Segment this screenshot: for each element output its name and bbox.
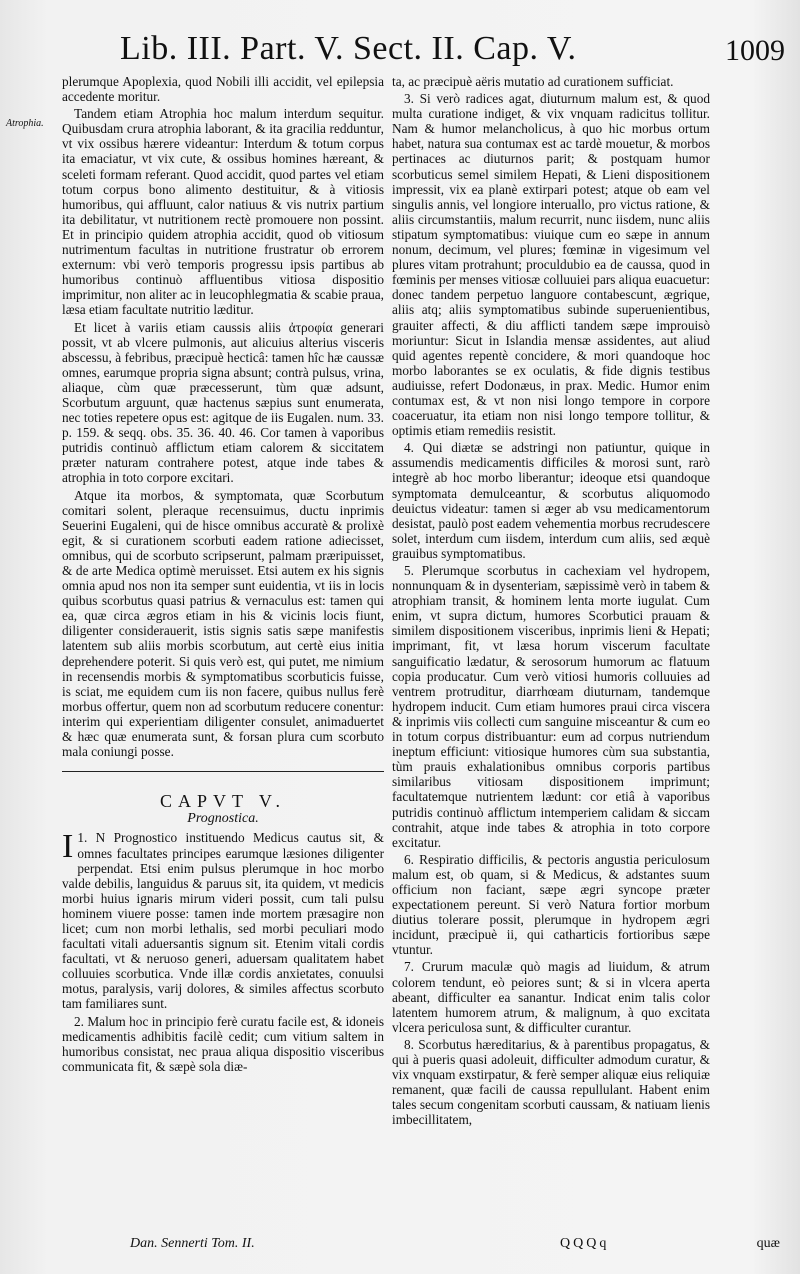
page-number: 1009 bbox=[725, 34, 785, 67]
drop-cap: I bbox=[62, 828, 74, 866]
running-title: Lib. III. Part. V. Sect. II. Cap. V. bbox=[120, 30, 577, 67]
section-divider bbox=[62, 771, 384, 772]
chapter-subtitle: Prognostica. bbox=[187, 811, 259, 827]
paragraph: plerumque Apoplexia, quod Nobili illi accidit, vel epilepsia accedente moritur. bbox=[62, 74, 384, 105]
paragraph: 7. Crurum maculæ quò magis ad liuidum, & atrum colorem tendunt, eò peiores sunt; & si in vlcera aperta abeant, difficulter ea sanantur. Indicat enim talis color latentem humorem atrum, & malignum, à quo excitata vlcera periculosa sunt, & difficulter curantur. bbox=[392, 959, 710, 1035]
running-header bbox=[70, 28, 785, 74]
paragraph: 3. Si verò radices agat, diuturnum malum est, & quod multa curatione indiget, & vix vnquam radicitus tollitur. Nam & humor melancholicus, à quo hic morbus ortum habet, natura sua contumax est ac tardè mouetur, & morbos pertinaces ac diuturnos parit; & postquam humor scorbuticus semel similem Hepati, & Lieni dispositionem impressit, vix ea planè extirpari potest; atque ob eam vel singulis annis, vel longiore interuallo, pro victus ratione, & aliis circumstantiis, malum recurrit, nunc iisdem, nunc aliis stipatum symptomatibus: viuique cum eo sæpe in annum nonum, decimum, vel plures; fœminæ in vigesimum vel plures vitam protrahunt; proculdubio ea de caussa, quod in fœminis per menses vitiosæ colluuiei pars aliqua euacuetur: donec tandem perpetuo languore contabescunt, ægrique, aliis atq; aliis symptomatibus subinde superuenientibus, grauiter affecti, & diu afflicti tandem sæpe improuisò moriuntur: Sicut in Islandia mensæ assidentes, aut aliud quid agentes repentè concidere, & mori quandoque hoc morbo laborantes se ex oculatis, & fide dignis testibus audiuisse, refert Dodonæus, in prax. Medic. Humor enim contumax est, & vt non nisi longo tempore in corpore coaceruatur, ita etiam non nisi longo tempore tollitur, & optimis etiam remediis resistit. bbox=[392, 91, 710, 439]
footer-author: Dan. Sennerti Tom. II. bbox=[130, 1236, 255, 1251]
paragraph: 6. Respiratio difficilis, & pectoris angustia periculosum malum est, ob quam, si & Medicus, & adstantes suum officium non faciant, sæpe ægri syncope præter expectationem pereunt. Si verò Natura fortior morbum diutius tolerare possit, plerumque in hydropem ægri incidunt, præcipuè ii, qui catharticis fortioribus sæpe vtuntur. bbox=[392, 851, 710, 958]
paragraph-text: N Prognostico instituendo Medicus cautus sit, & omnes facultates principes earumque læsiones diligenter perpendat. Etsi enim pulsus plerumque in hoc morbo valde debilis, languidus & paruus sit, ita quidem, vt medicis morbi huius ignaris mirum videri possit, cum tali pulsu hominem viuere posse: tamen inde mortem præsagire non licet; cum non morbi lethalis, sed morbi peculiari modo facultati vitali aduersantis signum sit. Etenim vitali cordis facultati, vt & neruoso generi, aduersam qualitatem habet colluuies scorbutica. Vnde illæ cordis anxietates, conuulsi motus, paralysis, varij dolores, & similes affectus scorbuto tam familiares sunt. bbox=[62, 830, 384, 1012]
catchword: quæ bbox=[756, 1236, 780, 1251]
paragraph-2: 2. Malum hoc in principio ferè curatu facile est, & idoneis medicamentis adhibitis facilè cedit; cum vitium saltem in humoribus consistat, nec praua aliqua dispositio visceribus communicata fit, & sæpè sola diæ- bbox=[62, 1013, 384, 1074]
right-column bbox=[392, 74, 710, 1234]
paragraph-1 bbox=[62, 830, 384, 1011]
chapter-title: CAPVT V. bbox=[159, 791, 287, 812]
paragraph: ta, ac præcipuè aëris mutatio ad curationem sufficiat. bbox=[392, 74, 674, 89]
page-footer bbox=[130, 1236, 780, 1258]
left-column bbox=[62, 74, 384, 1234]
paragraph-number: 1. bbox=[77, 830, 88, 846]
paragraph: Atque ita morbos, & symptomata, quæ Scorbutum comitari solent, pleraque recensuimus, ductu inprimis Seuerini Eugaleni, qui de hisce omnibus accuratè & prolixè egit, & si curationem scorbuti eadem ratione adiecisset, omnibus, qui de scorbuto scripserunt, palmam præripuisset, & de arte Medica optimè meruisset. Etsi autem ex his signis omnia apud nos non ita semper sunt euidentia, vt iis in locis quibus scorbutus quasi patrius & vernaculus est: tamen qui ea, quæ circa ægros etiam in his & vicinis locis fiunt, diligenter considerauerit, istis signis satis sæpe manifestis latentem sub aliis morbis scorbutum, aut certè eius initia deprehendere poterit. Si quis verò est, qui putet, me nimium in recensendis morbis & symptomatibus scorbuticis fuisse, is sciat, me equidem cum iis non facere, quibus nullus ferè morbus offertur, quem non ad scorbutum reducere conentur: interim qui experientiam diligenter consulet, animaduertet & hæc quæ enumerata sunt, & forsan plura cum scorbuto mala coniungi posse. bbox=[62, 487, 384, 760]
paragraph: 5. Plerumque scorbutus in cachexiam vel hydropem, nonnunquam & in dysenteriam, sæpissimè verò in tabem & atrophiam transit, & hominem lenta morte iugulat. Cum enim, vt supra dictum, humores Scorbutici prauam & similem dispositionem visceribus, inprimis lieni & Hepati; imprimant, fit, vt læsa horum viscerum facultate sanguificatio lædatur, & serosorum humorum ac flatuum copia producatur. Cum verò vitiosi humoris colluuies ad ventrem protruditur, diarrhœam diuturnam, tandemque hydropem inducit. Cum etiam humores praui circa viscera & inprimis viis collecti cum sanguine misceantur & cum eo in totum corpus distribuantur: eum ad corpus nutriendum ineptum efficiunt: vitiosique humores cùm sua substantia, tùm prauis exhalationibus omnibus corporis partibus similaribus vitiosam dispositionem imprimunt; facultatemque nutrientem lædunt: cor etiâ à vaporibus putridis continuò afflictum intemperiem calidam & siccam contrahit, atque inde tabes & atrophia in toto corpore excitatur. bbox=[392, 563, 710, 850]
signature-mark: QQQq bbox=[560, 1236, 610, 1251]
chapter-heading bbox=[62, 791, 384, 827]
paragraph: Et licet à variis etiam caussis aliis ἀτροφία generari possit, vt ab vlcere pulmonis, aut alicuius alterius visceris abscessu, à febribus, præcipuè hecticâ: tamen hîc hæ caussæ omnes, earumque propria signa absunt; contrà pulsus, vrina, aliaque, cùm quæ præcesserunt, tùm quæ adsunt, Scorbutum arguunt, quæ hactenus sæpius sunt enumerata, nec toties repetere opus est: agitque de iis Eugalen. num. 33. p. 159. & seqq. obs. 35. 36. 40. 46. Cor tamen à vaporibus putridis continuò afflictum etiam calorem & siccitatem præter naturam contrahere potest, atque inde tabes & atrophia in toto corpore excitari. bbox=[62, 319, 384, 486]
paragraph: 8. Scorbutus hæreditarius, & à parentibus propagatus, & qui à pueris quasi adoleuit, difficulter admodum curatur, & vix vnquam exstirpatur, & ferè semper aliquæ eius reliquiæ remanent, quæ facili de caussa repullulant. Habent enim tales secum congenitam scorbuti caussam, & natiuam lienis imbecillitatem, bbox=[392, 1036, 710, 1128]
margin-note: Atrophia. bbox=[6, 118, 44, 129]
paragraph: Tandem etiam Atrophia hoc malum interdum sequitur. Quibusdam crura atrophia laborant, & ita gracilia redduntur, vt vix ossibus hærere videantur: Interdum & totum corpus ita emaciatur, vt vix cute, & ossibus homines hæreant, & sceleti formam referant. Quod accidit, quod partes vel etiam totum corpus bono alimento destituitur, & à vitiosis humoribus, qui affluunt, calor natiuus & vis nutrix partium ita debilitatur, vt nutritionem rectè promouere non possint. Et in principio quidem atrophia accidit, quod ob vitiosum nutrimentum facultas in nutritione frustratur ob errorem externum: vbi verò temporis progressu ipsis partibus ab humoribus continuò affluentibus vitiosa dispositio imprimitur, non aliter ac in leucophlegmatia & scabie praua, læsa etiam facultate nutritio læditur. bbox=[62, 106, 384, 318]
paragraph: 4. Qui diætæ se adstringi non patiuntur, quique in assumendis medicamentis difficiles & morosi sunt, rarò integrè ab hoc morbo liberantur; ideoque etsi quandoque symptomata demulceantur, & scorbutus aliquomodo deuictus videatur: tamen si æger ab vsu medicamentorum desistat, paulò post eadem vehementia morbus recrudescere solet, interdum cum iisdem, interdum cum aliis, sed æquè grauibus symptomatibus. bbox=[392, 440, 710, 561]
